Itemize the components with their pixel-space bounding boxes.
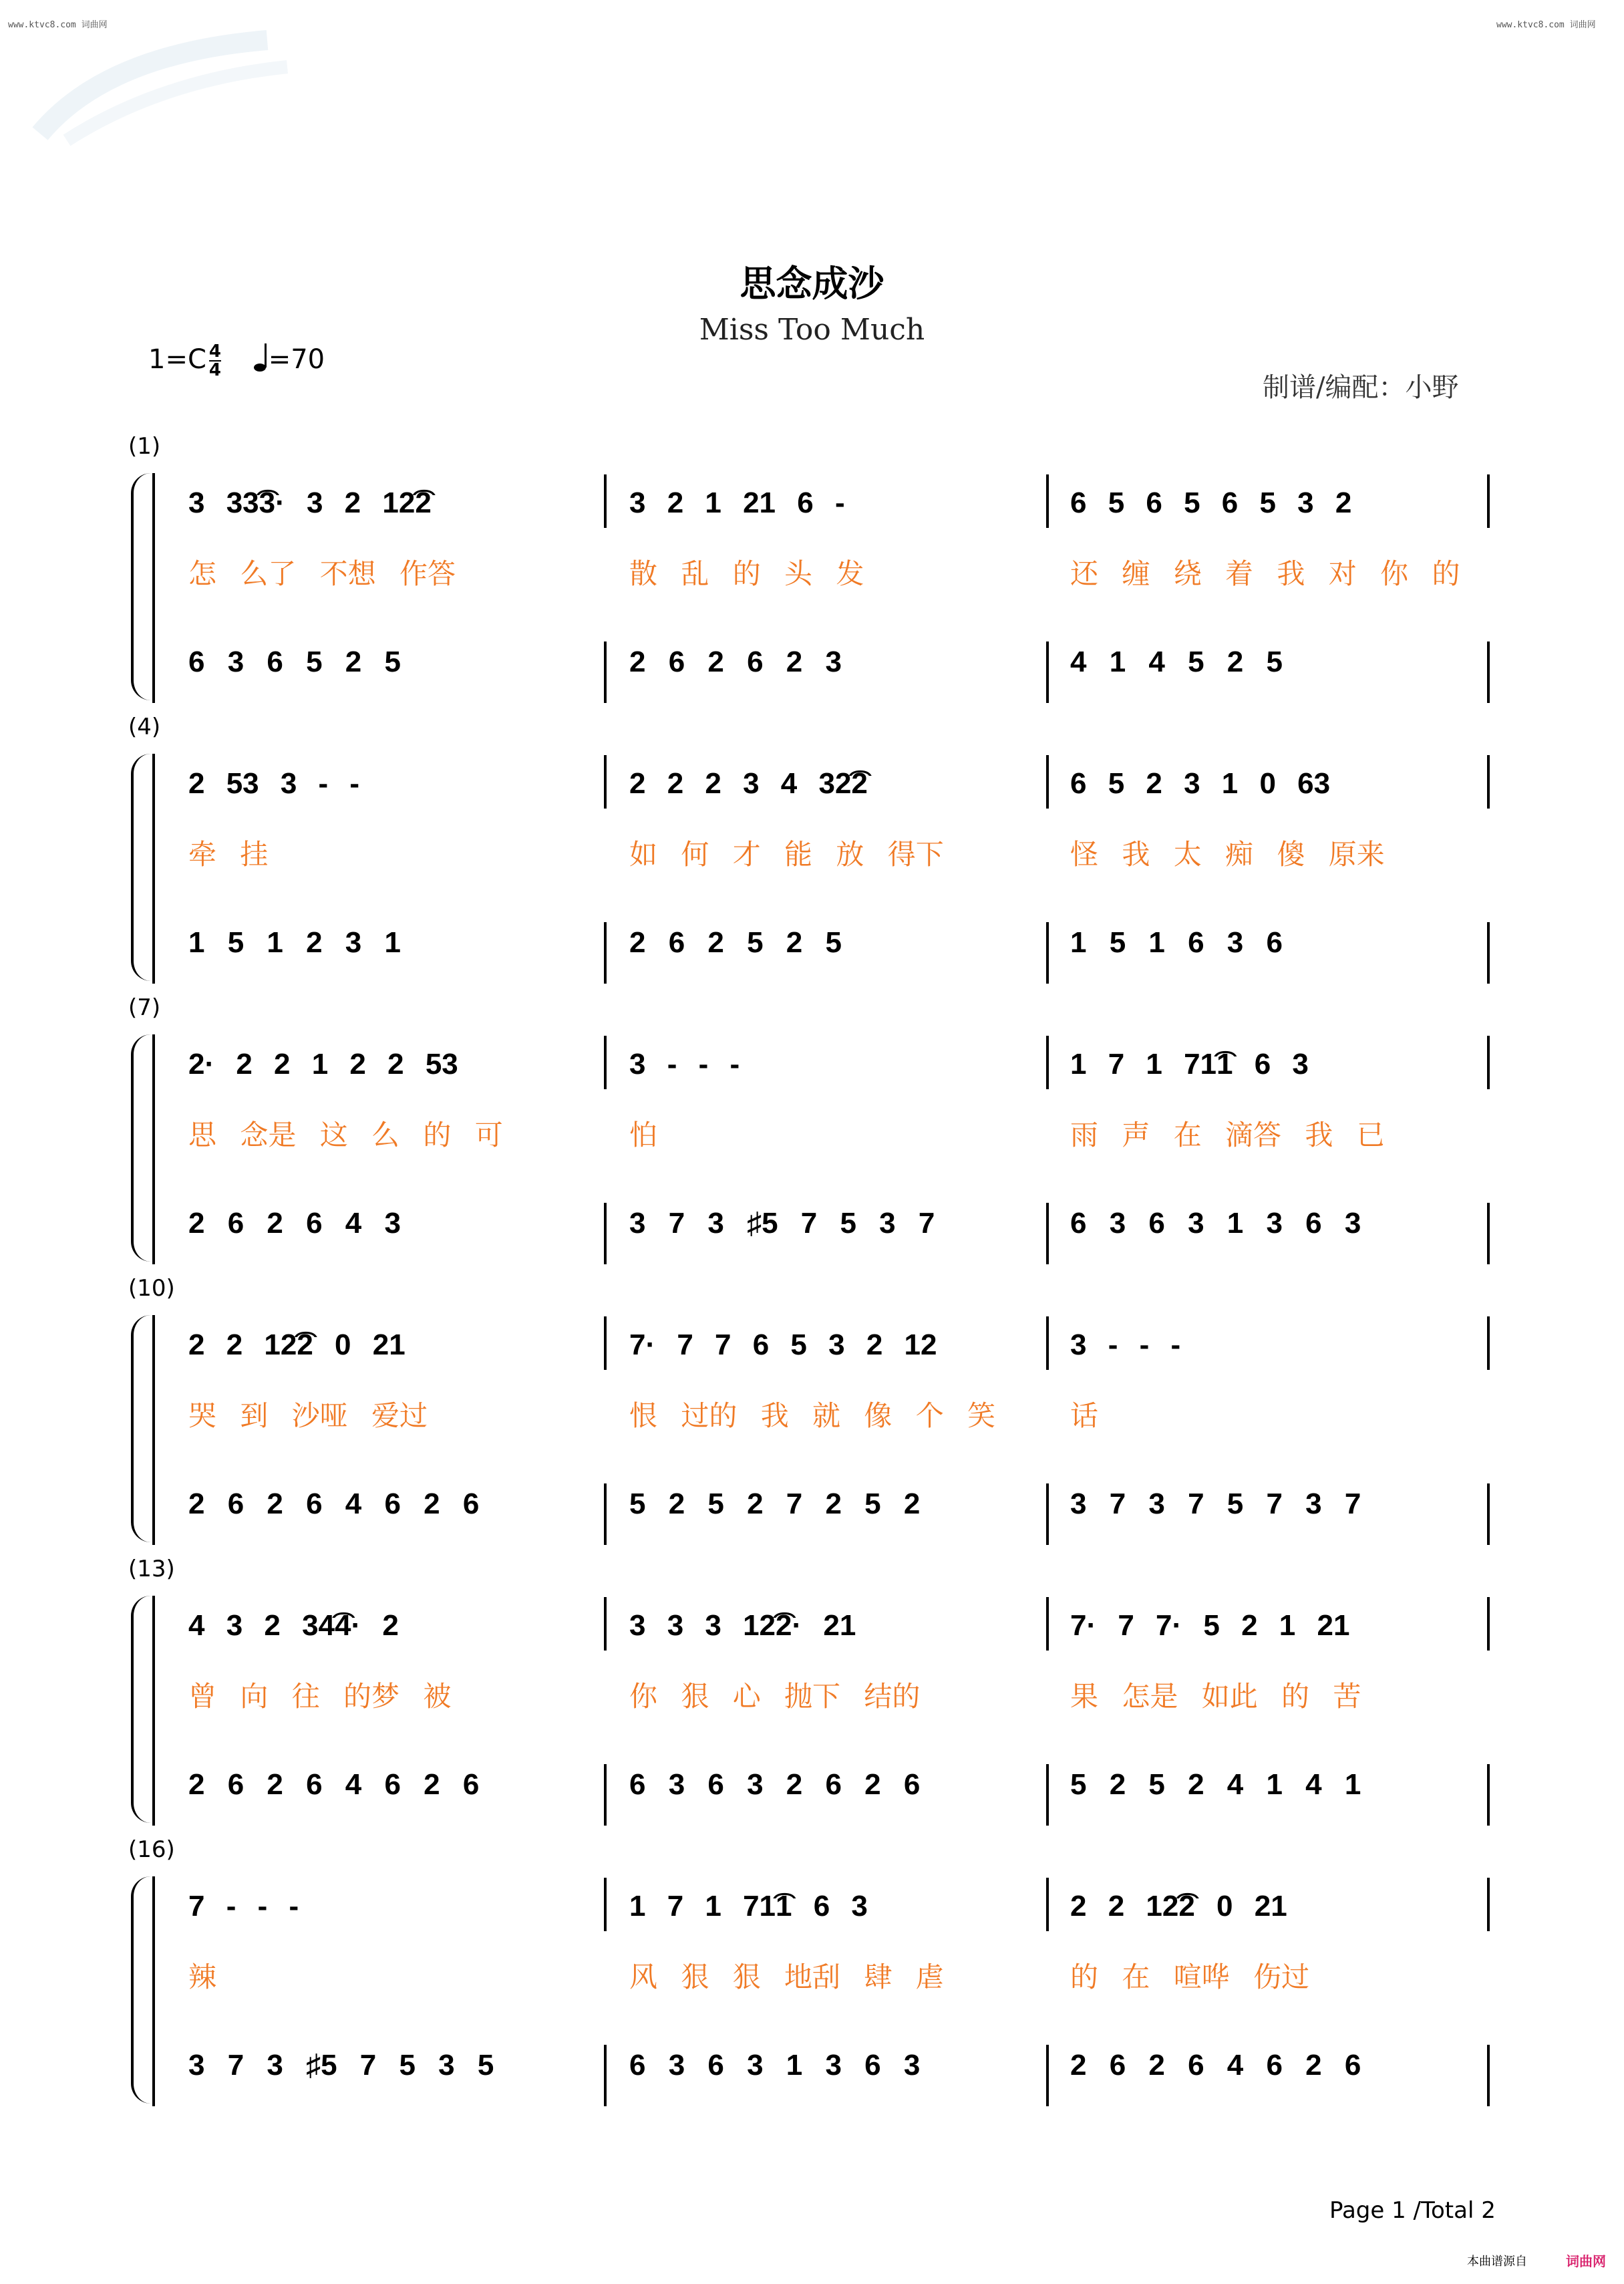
melody-measure: 3 3 3 12͡2· 21	[629, 1609, 856, 1642]
bass-measure: 2 6 2 6 2 3	[629, 646, 842, 678]
bass-barline	[1046, 1764, 1049, 1826]
melody-measure: 7· 7 7· 5 2 1 21	[1070, 1609, 1350, 1642]
bass-barline	[604, 1483, 607, 1545]
quarter-note-icon	[254, 342, 269, 380]
melody-barline	[1487, 755, 1490, 809]
bass-barline	[1046, 2045, 1049, 2106]
melody-barline	[604, 1878, 607, 1931]
tempo-label: =70	[268, 344, 325, 375]
lyric-measure: 散 乱 的 头 发	[629, 557, 864, 590]
lyric-measure: 恨 过的 我 就 像 个 笑	[629, 1399, 996, 1432]
system-number: (7)	[128, 994, 161, 1021]
bass-barline	[1046, 922, 1049, 984]
melody-barline	[1487, 1597, 1490, 1651]
bass-measure: 6 3 6 3 1 3 6 3	[629, 2049, 921, 2082]
bass-measure: 1 5 1 2 3 1	[188, 926, 401, 959]
grand-staff-brace	[131, 1596, 151, 1823]
melody-barline	[1046, 1036, 1049, 1089]
bass-barline	[1046, 1483, 1049, 1545]
bass-measure: 4 1 4 5 2 5	[1070, 646, 1283, 678]
system-number: (1)	[128, 433, 161, 460]
bass-measure: 3 7 3 ♯5 7 5 3 7	[629, 1207, 935, 1240]
footer-source: 本曲谱源自	[1467, 2255, 1527, 2269]
site-watermark-right: www.ktvc8.com 词曲网	[1496, 20, 1596, 30]
bass-barline	[604, 1203, 607, 1264]
melody-barline	[1046, 1316, 1049, 1370]
system-left-barline	[152, 1315, 155, 1545]
page-indicator: Page 1 /Total 2	[1329, 2197, 1496, 2224]
system-left-barline	[152, 1876, 155, 2106]
grand-staff-brace	[131, 1876, 151, 2104]
bass-measure: 6 3 6 3 2 6 2 6	[629, 1768, 921, 1801]
melody-measure: 6 5 6 5 6 5 3 2	[1070, 486, 1352, 519]
lyric-measure: 思 念是 这 么 的 可	[188, 1119, 503, 1151]
lyric-measure: 的 在 喧哗 伤过	[1070, 1961, 1310, 1993]
time-top: 4	[208, 341, 221, 362]
bass-barline	[604, 922, 607, 984]
bass-measure: 3 7 3 7 5 7 3 7	[1070, 1487, 1361, 1520]
bass-barline	[604, 2045, 607, 2106]
bass-measure: 6 3 6 3 1 3 6 3	[1070, 1207, 1361, 1240]
lyric-measure: 风 狠 狠 地刮 肆 虐	[629, 1961, 944, 1993]
footer-logo: 词曲网	[1566, 2253, 1606, 2269]
melody-barline	[604, 1597, 607, 1651]
melody-measure: 1 7 1 71͡1 6 3	[1070, 1048, 1309, 1081]
bass-measure: 5 2 5 2 4 1 4 1	[1070, 1768, 1361, 1801]
bass-barline	[1487, 1764, 1490, 1826]
bass-barline	[1046, 641, 1049, 703]
key-label: 1=C	[148, 344, 206, 375]
bass-barline	[1487, 1483, 1490, 1545]
melody-measure: 3 2 1 21 6 -	[629, 486, 845, 519]
bass-measure: 2 6 2 6 4 3	[188, 1207, 401, 1240]
bass-measure: 2 6 2 5 2 5	[629, 926, 842, 959]
melody-measure: 3 33͡3· 3 2 12͡2	[188, 486, 432, 519]
melody-barline	[1487, 1316, 1490, 1370]
melody-barline	[604, 1036, 607, 1089]
lyric-measure: 如 何 才 能 放 得下	[629, 838, 944, 871]
lyric-measure: 怪 我 太 痴 傻 原来	[1070, 838, 1385, 871]
bass-measure: 2 6 2 6 4 6 2 6	[188, 1487, 480, 1520]
grand-staff-brace	[131, 1034, 151, 1262]
bass-barline	[1487, 2045, 1490, 2106]
bass-measure: 2 6 2 6 4 6 2 6	[1070, 2049, 1361, 2082]
system-left-barline	[152, 1596, 155, 1826]
bass-barline	[1487, 641, 1490, 703]
bass-measure: 1 5 1 6 3 6	[1070, 926, 1283, 959]
melody-barline	[604, 755, 607, 809]
key-signature	[148, 342, 325, 380]
bass-measure: 6 3 6 5 2 5	[188, 646, 401, 678]
melody-measure: 2 53 3 - -	[188, 767, 360, 800]
lyric-measure: 牵 挂	[188, 838, 269, 871]
lyric-measure: 辣	[188, 1961, 217, 1993]
bass-measure: 3 7 3 ♯5 7 5 3 5	[188, 2049, 494, 2082]
melody-barline	[604, 474, 607, 528]
grand-staff-brace	[131, 473, 151, 700]
bass-measure: 5 2 5 2 7 2 5 2	[629, 1487, 921, 1520]
song-subtitle: Miss Too Much	[699, 313, 925, 347]
melody-measure: 3 - - -	[629, 1048, 740, 1081]
melody-measure: 6 5 2 3 1 0 63	[1070, 767, 1331, 800]
song-title: 思念成沙	[740, 263, 884, 305]
system-left-barline	[152, 1034, 155, 1264]
arranger-credit: 制谱/编配：小野	[1263, 372, 1459, 403]
lyric-measure: 怕	[629, 1119, 658, 1151]
melody-barline	[1046, 474, 1049, 528]
lyric-measure: 果 怎是 如此 的 苦	[1070, 1680, 1361, 1713]
melody-barline	[1046, 1878, 1049, 1931]
time-bottom: 4	[208, 360, 221, 380]
melody-measure: 2 2 12͡2 0 21	[1070, 1890, 1287, 1922]
system-number: (13)	[128, 1556, 175, 1582]
lyric-measure: 曾 向 往 的梦 被	[188, 1680, 452, 1713]
melody-barline	[1487, 1878, 1490, 1931]
melody-measure: 2· 2 2 1 2 2 53	[188, 1048, 458, 1081]
lyric-measure: 雨 声 在 滴答 我 已	[1070, 1119, 1385, 1151]
bass-measure: 2 6 2 6 4 6 2 6	[188, 1768, 480, 1801]
melody-measure: 7· 7 7 6 5 3 2 12	[629, 1328, 937, 1361]
melody-barline	[1046, 755, 1049, 809]
system-number: (10)	[128, 1275, 175, 1302]
melody-barline	[1487, 474, 1490, 528]
bass-barline	[604, 641, 607, 703]
system-number: (16)	[128, 1836, 175, 1863]
lyric-measure: 话	[1070, 1399, 1099, 1432]
lyric-measure: 还 缠 绕 着 我 对 你 的	[1070, 557, 1460, 590]
lyric-measure: 怎 么了 不想 作答	[188, 557, 456, 590]
bass-barline	[1046, 1203, 1049, 1264]
site-watermark-left: www.ktvc8.com 词曲网	[8, 20, 108, 30]
bass-barline	[604, 1764, 607, 1826]
grand-staff-brace	[131, 754, 151, 981]
system-number: (4)	[128, 714, 161, 740]
melody-measure: 3 - - -	[1070, 1328, 1181, 1361]
melody-barline	[604, 1316, 607, 1370]
decorative-swirl	[27, 27, 294, 147]
melody-measure: 4 3 2 34͡4· 2	[188, 1609, 399, 1642]
grand-staff-brace	[131, 1315, 151, 1542]
system-left-barline	[152, 473, 155, 703]
lyric-measure: 哭 到 沙哑 爱过	[188, 1399, 428, 1432]
melody-measure: 1 7 1 71͡1 6 3	[629, 1890, 868, 1922]
melody-measure: 7 - - -	[188, 1890, 299, 1922]
bass-barline	[1487, 922, 1490, 984]
melody-measure: 2 2 12͡2 0 21	[188, 1328, 405, 1361]
melody-measure: 2 2 2 3 4 32͡2	[629, 767, 868, 800]
bass-barline	[1487, 1203, 1490, 1264]
melody-barline	[1487, 1036, 1490, 1089]
melody-barline	[1046, 1597, 1049, 1651]
lyric-measure: 你 狠 心 抛下 结的	[629, 1680, 921, 1713]
system-left-barline	[152, 754, 155, 984]
